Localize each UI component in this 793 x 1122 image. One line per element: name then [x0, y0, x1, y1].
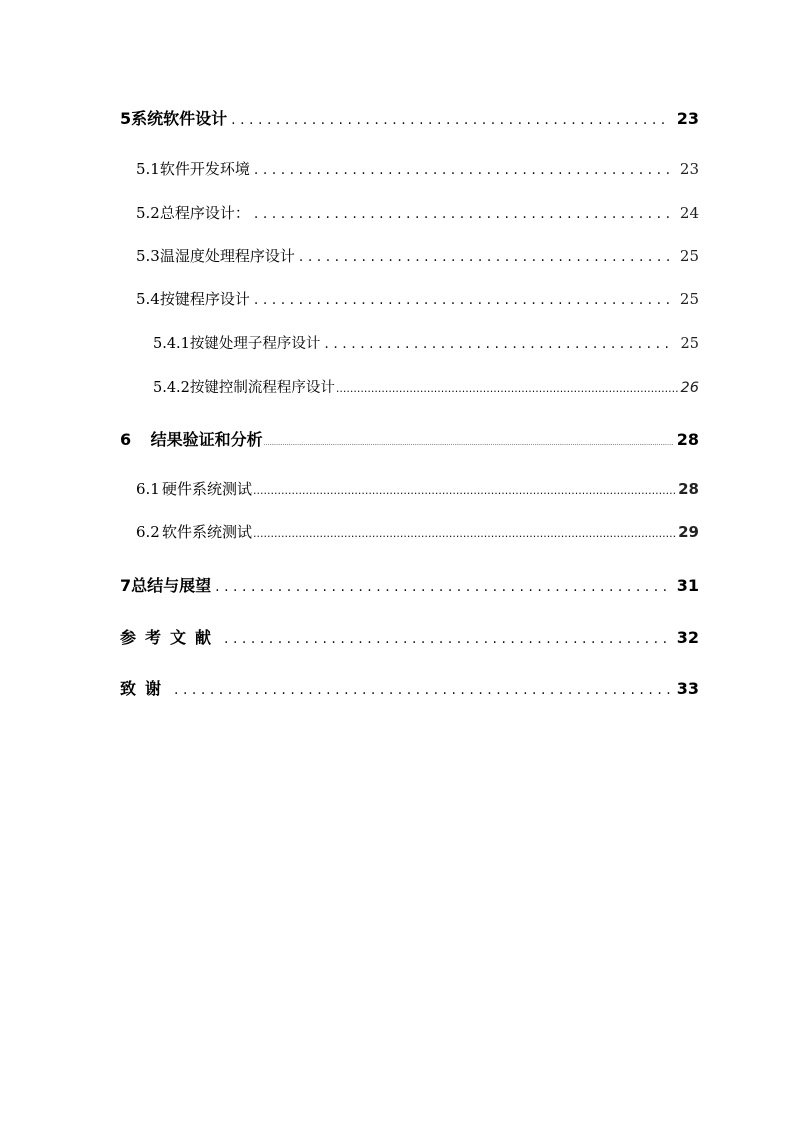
toc-title: 按键处理子程序设计	[189, 336, 321, 352]
toc-page-number: 25	[679, 290, 699, 308]
toc-page-number: 28	[678, 480, 699, 498]
toc-leader	[215, 579, 671, 595]
toc-leader	[253, 527, 675, 540]
toc-entry-6-2[interactable]	[136, 521, 699, 545]
toc-number: 5	[120, 109, 132, 128]
toc-entry-5-4-2[interactable]	[153, 376, 699, 400]
toc-page-number: 25	[679, 247, 699, 265]
toc-leader	[253, 484, 675, 497]
toc-number: 6.1	[136, 480, 160, 498]
toc-entry-5-4-1[interactable]	[153, 332, 699, 356]
toc-title: 按键程序设计	[159, 290, 250, 308]
toc-page-number: 23	[676, 109, 699, 128]
toc-title: 温湿度处理程序设计	[159, 247, 295, 265]
toc-entry-5-4[interactable]	[136, 288, 699, 312]
toc-leader	[299, 249, 674, 265]
toc-number: 6	[120, 430, 132, 449]
toc-number: 5.2	[136, 204, 160, 222]
toc-leader	[174, 682, 671, 698]
toc-entry-6-1[interactable]	[136, 478, 699, 502]
toc-entry-5-2[interactable]	[136, 202, 699, 226]
toc-title: 结果验证和分析	[150, 430, 263, 449]
toc-page-number: 33	[676, 679, 699, 698]
toc-leader	[336, 382, 678, 395]
toc-number: 5.1	[136, 160, 160, 178]
toc-page-number: 23	[679, 160, 699, 178]
toc-entry-5-3[interactable]	[136, 245, 699, 269]
toc-page-number: 26	[680, 380, 699, 396]
toc-number: 6.2	[136, 523, 160, 541]
toc-number: 5.4.2	[153, 380, 190, 396]
toc-leader	[254, 206, 674, 222]
toc-entry-references[interactable]	[120, 625, 699, 649]
toc-title: 参考文献	[120, 628, 221, 647]
toc-leader	[231, 112, 671, 128]
toc-leader	[324, 336, 674, 352]
toc-title: 系统软件设计	[131, 109, 228, 128]
toc-number: 7	[120, 576, 132, 595]
toc-number: 5.4.1	[153, 336, 190, 352]
toc-title: 总结与展望	[131, 576, 212, 595]
toc-leader	[264, 440, 674, 447]
toc-title: 软件系统测试	[162, 523, 253, 541]
toc-entry-acknowledgements[interactable]	[120, 676, 699, 700]
toc-entry-7[interactable]	[120, 573, 699, 597]
toc-page-number: 24	[679, 204, 699, 222]
toc-number: 5.4	[136, 290, 160, 308]
toc-entry-5-1[interactable]	[136, 158, 699, 182]
toc-title: 总程序设计：	[159, 204, 250, 222]
toc-leader	[224, 631, 671, 647]
toc-page-number: 32	[676, 628, 699, 647]
toc-title: 致谢	[120, 679, 171, 698]
toc-title: 软件开发环境	[159, 160, 250, 178]
toc-page-number: 28	[676, 430, 699, 449]
toc-entry-5[interactable]	[120, 106, 699, 130]
toc-title: 按键控制流程程序设计	[189, 380, 335, 396]
toc-page-number: 25	[680, 336, 699, 352]
toc-leader	[254, 292, 674, 308]
toc-page-number: 31	[676, 576, 699, 595]
toc-leader	[254, 162, 674, 178]
toc-title: 硬件系统测试	[162, 480, 253, 498]
toc-entry-6[interactable]	[120, 427, 699, 451]
toc-number: 5.3	[136, 247, 160, 265]
toc-page-number: 29	[678, 523, 699, 541]
